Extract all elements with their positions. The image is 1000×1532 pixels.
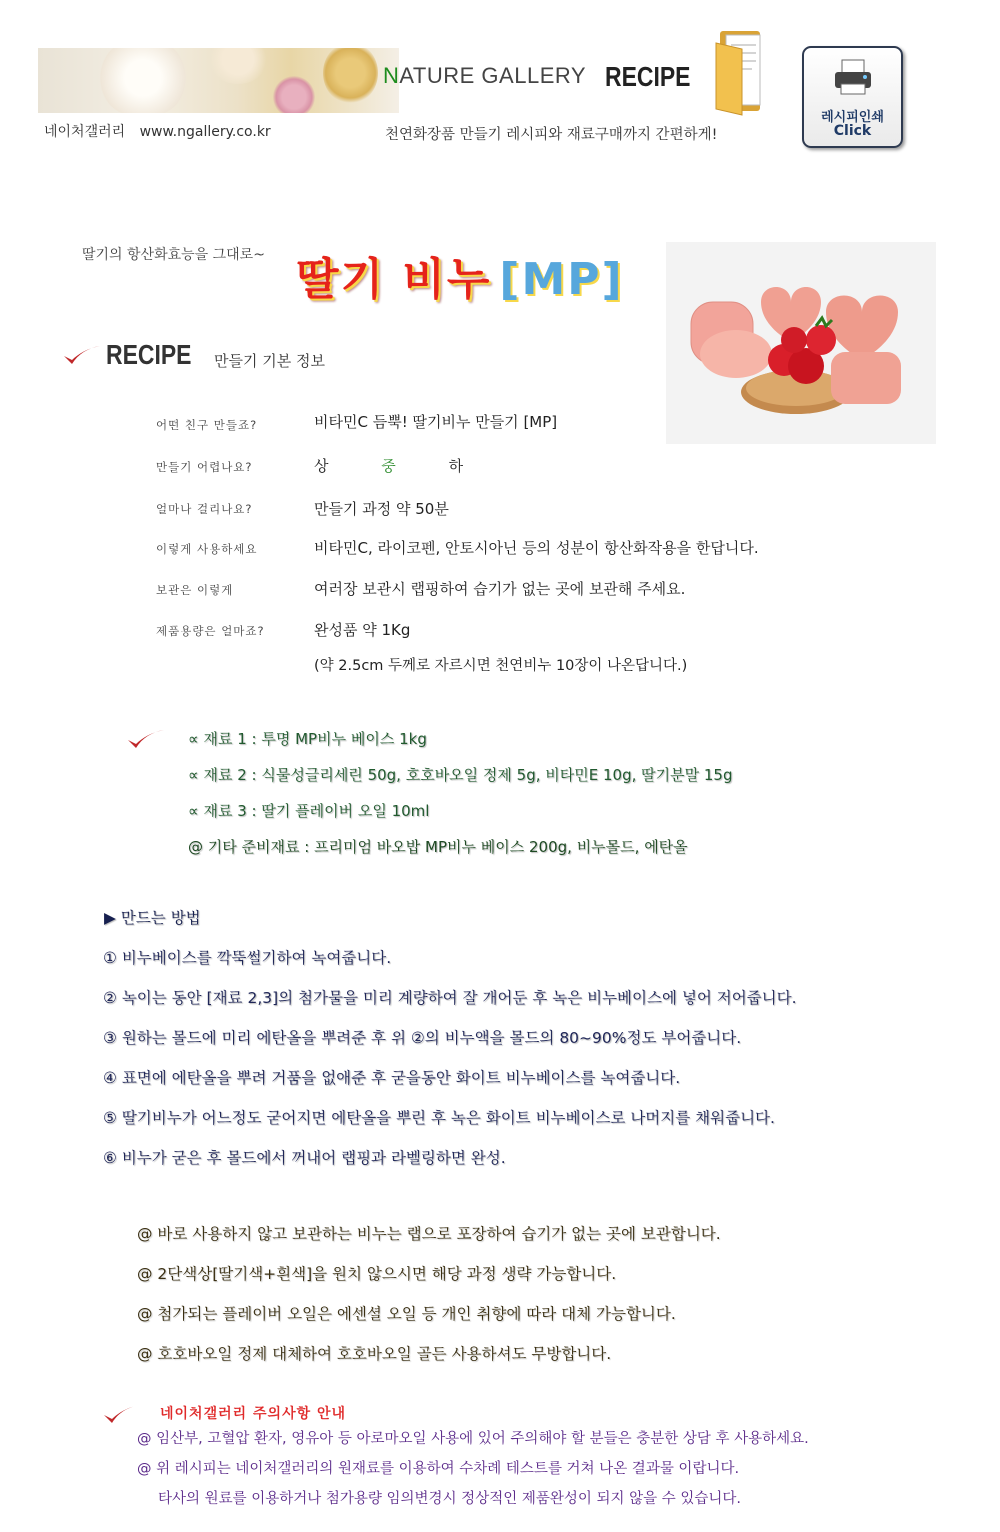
caution-line: @ 임산부, 고혈압 환자, 영유아 등 아로마오일 사용에 있어 주의해야 할 분들은 충분한 상담 후 사용하세요. — [137, 1431, 809, 1447]
method-step: ② 녹이는 동안 [재료 2,3]의 첨가물을 미리 계량하여 잘 개어둔 후 녹은 비누베이스에 넣어 저어줍니다. — [103, 989, 797, 1007]
difficulty-scale — [314, 455, 463, 476]
note-item: @ 바로 사용하지 않고 보관하는 비누는 랩으로 포장하여 습기가 없는 곳에 보관합니다. — [137, 1225, 721, 1243]
recipe-logo-text: RECIPE — [605, 61, 691, 92]
info-value: 만들기 과정 약 50분 — [314, 500, 449, 518]
folder-icon — [712, 27, 772, 117]
method-step: ④ 표면에 에탄올을 뿌려 거품을 없애준 후 굳을동안 화이트 비누베이스를 녹여줍니다. — [103, 1069, 681, 1087]
info-value: 비타민C 듬뿍! 딸기비누 만들기 [MP] — [314, 413, 558, 431]
note-item: @ 호호바오일 정제 대체하여 호호바오일 골든 사용하셔도 무방합니다. — [137, 1345, 612, 1363]
info-label: 이렇게 사용하세요 — [156, 542, 258, 556]
material-item: ∝ 재료 2 : 식물성글리세린 50g, 호호바오일 정제 5g, 비타민E 10g, 딸기분말 15g — [188, 766, 733, 784]
info-label: 만들기 어렵나요? — [156, 460, 253, 474]
method-step: ① 비누베이스를 깍뚝썰기하여 녹여줍니다. — [103, 949, 392, 967]
method-step: ⑥ 비누가 굳은 후 몰드에서 꺼내어 랩핑과 라벨링하면 완성. — [103, 1149, 506, 1167]
method-step: ⑤ 딸기비누가 어느정도 굳어지면 에탄올을 뿌린 후 녹은 화이트 비누베이스로 나머지를 채워줍니다. — [103, 1109, 775, 1127]
check-mark-icon — [126, 728, 166, 750]
caution-heading: 네이처갤러리 주의사항 안내 — [160, 1406, 347, 1422]
printer-icon — [832, 58, 874, 98]
print-recipe-button[interactable] — [802, 46, 903, 148]
tagline: 천연화장품 만들기 레시피와 재료구매까지 간편하게! — [385, 127, 718, 143]
material-item: ∝ 재료 3 : 딸기 플레이버 오일 10ml — [188, 802, 430, 820]
print-button-label: 레시피인쇄 — [821, 110, 884, 125]
recipe-heading-sub: 만들기 기본 정보 — [214, 352, 325, 370]
info-label: 얼마나 걸리나요? — [156, 502, 253, 516]
info-label: 어떤 친구 만들죠? — [156, 418, 258, 432]
info-value: 여러장 보관시 랩핑하여 습기가 없는 곳에 보관해 주세요. — [314, 580, 686, 598]
material-other: @ 기타 준비재료 : 프리미엄 바오밥 MP비누 베이스 200g, 비누몰드, 에탄올 — [188, 838, 688, 856]
material-item: ∝ 재료 1 : 투명 MP비누 베이스 1kg — [188, 730, 427, 748]
print-button-click: Click — [833, 123, 872, 139]
method-step: ③ 원하는 몰드에 미리 에탄올을 뿌려준 후 위 ②의 비누액을 몰드의 80~90%정도 부어줍니다. — [103, 1029, 742, 1047]
info-value-note: (약 2.5cm 두께로 자르시면 천연비누 10장이 나온답니다.) — [314, 658, 688, 674]
note-item: @ 2단색상[딸기색+흰색]을 원치 않으시면 해당 과정 생략 가능합니다. — [137, 1265, 617, 1283]
difficulty-low: 하 — [448, 457, 464, 475]
check-mark-icon — [102, 1403, 142, 1425]
info-label: 보관은 이렇게 — [156, 583, 234, 597]
mp-tag: [MP] — [499, 254, 624, 305]
nature-gallery-logo: NATURE GALLERY — [383, 63, 587, 88]
strawberry-soap-photo — [666, 242, 936, 444]
info-label: 제품용량은 얼마죠? — [156, 624, 265, 638]
difficulty-medium-selected: 중 — [381, 457, 396, 475]
subtitle: 딸기의 항산화효능을 그대로~ — [82, 247, 265, 263]
brand-name: 네이처갤러리 — [44, 124, 126, 140]
site-url[interactable]: www.ngallery.co.kr — [139, 124, 271, 140]
brand-line — [44, 121, 271, 141]
caution-line: @ 위 레시피는 네이처갤러리의 원재료를 이용하여 수차례 테스트를 거쳐 나온 결과물 이랍니다. — [137, 1461, 740, 1477]
header-banner-image — [38, 48, 399, 113]
note-item: @ 첨가되는 플레이버 오일은 에센셜 오일 등 개인 취향에 따라 대체 가능합니다. — [137, 1305, 676, 1323]
page-title: 딸기 비누 [MP] — [296, 254, 624, 305]
info-value: 완성품 약 1Kg — [314, 621, 411, 639]
info-value: 비타민C, 라이코펜, 안토시아닌 등의 성분이 항산화작용을 한답니다. — [314, 539, 759, 557]
difficulty-high: 상 — [314, 457, 329, 475]
recipe-heading: RECIPE — [106, 339, 192, 370]
method-heading: ▶ 만드는 방법 — [104, 909, 201, 927]
caution-line: 타사의 원료를 이용하거나 첨가용량 임의변경시 정상적인 제품완성이 되지 않을 수 있습니다. — [158, 1491, 741, 1507]
check-mark-icon — [62, 344, 102, 366]
